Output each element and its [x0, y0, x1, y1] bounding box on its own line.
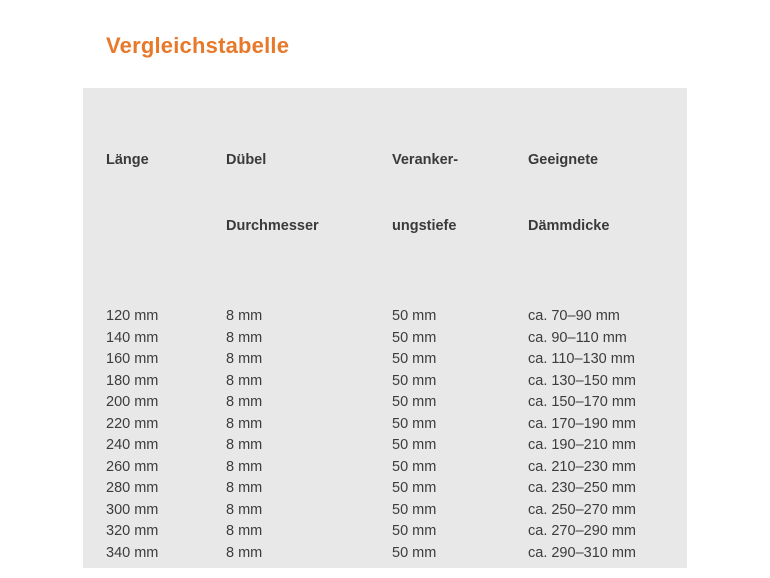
table-cell: ca. 250–270 mm [528, 501, 637, 518]
table-cell: 50 mm [392, 458, 437, 475]
table-cell: 50 mm [392, 329, 437, 346]
table-cell: 50 mm [392, 372, 437, 389]
table-cell: 8 mm [226, 544, 263, 561]
table-cell: 50 mm [392, 351, 437, 367]
table-row [106, 350, 676, 372]
table-row [106, 329, 676, 351]
table-cell: ca. 210–230 mm [528, 458, 637, 475]
column-header-laenge-line1: Länge [106, 152, 149, 168]
table-row [106, 372, 676, 394]
table-header-row [106, 105, 676, 281]
column-header-laenge [106, 105, 226, 259]
table-row [106, 501, 676, 523]
table-cell: 50 mm [392, 544, 437, 561]
page-title: Vergleichstabelle [106, 33, 290, 58]
table-row [106, 393, 676, 415]
column-header-daemmdicke-line1: Geeignete [528, 152, 599, 168]
table-cell: 50 mm [392, 501, 437, 518]
column-header-duebel-line1: Dübel [226, 152, 267, 168]
table-cell: 180 mm [106, 372, 159, 389]
table-cell: 50 mm [392, 415, 437, 432]
table-cell: 320 mm [106, 523, 159, 539]
column-header-duebel-durchmesser [226, 105, 392, 281]
table-cell: ca. 190–210 mm [528, 437, 637, 453]
table-cell: 50 mm [392, 308, 437, 324]
table-cell: 8 mm [226, 308, 263, 324]
table-cell: 8 mm [226, 437, 263, 453]
table-cell: 8 mm [226, 501, 263, 518]
table-cell: 120 mm [106, 308, 159, 324]
table-row [106, 415, 676, 437]
table-cell: 240 mm [106, 437, 159, 453]
table-row [106, 479, 676, 501]
table-cell: 8 mm [226, 480, 263, 496]
table-cell: ca. 90–110 mm [528, 329, 627, 346]
table-cell: 50 mm [392, 480, 437, 496]
table-row [106, 436, 676, 458]
table-cell: 8 mm [226, 351, 263, 367]
table-cell: 220 mm [106, 415, 159, 432]
table-cell: 50 mm [392, 523, 437, 539]
table-cell: 8 mm [226, 458, 263, 475]
table-cell: 8 mm [226, 372, 263, 389]
comparison-table [106, 105, 676, 565]
table-cell: 8 mm [226, 394, 263, 410]
table-cell: 50 mm [392, 437, 437, 453]
table-cell: 200 mm [106, 394, 159, 410]
table-cell: 160 mm [106, 351, 159, 367]
table-cell: ca. 130–150 mm [528, 372, 637, 389]
table-cell: ca. 70–90 mm [528, 308, 620, 324]
table-row [106, 458, 676, 480]
column-header-verankerung-line2: ungstiefe [392, 218, 457, 234]
column-header-duebel-line2: Durchmesser [226, 218, 319, 234]
table-cell: ca. 110–130 mm [528, 351, 635, 367]
table-cell: ca. 270–290 mm [528, 523, 637, 539]
table-cell: ca. 230–250 mm [528, 480, 637, 496]
table-cell: 8 mm [226, 415, 263, 432]
table-row [106, 307, 676, 329]
table-cell: 280 mm [106, 480, 159, 496]
column-header-geeignete-daemmdicke [528, 105, 676, 281]
table-cell: 260 mm [106, 458, 159, 475]
table-body [106, 307, 676, 565]
table-cell: 8 mm [226, 329, 263, 346]
column-header-daemmdicke-line2: Dämmdicke [528, 218, 610, 234]
table-cell: ca. 290–310 mm [528, 544, 637, 561]
table-cell: 300 mm [106, 501, 159, 518]
table-cell: 340 mm [106, 544, 159, 561]
table-cell: 8 mm [226, 523, 263, 539]
column-header-verankerung-line1: Veranker- [392, 152, 459, 168]
table-cell: 140 mm [106, 329, 159, 346]
table-row [106, 522, 676, 544]
column-header-verankerungstiefe [392, 105, 528, 281]
table-row [106, 544, 676, 566]
table-cell: 50 mm [392, 394, 437, 410]
table-cell: ca. 170–190 mm [528, 415, 637, 432]
table-cell: ca. 150–170 mm [528, 394, 637, 410]
